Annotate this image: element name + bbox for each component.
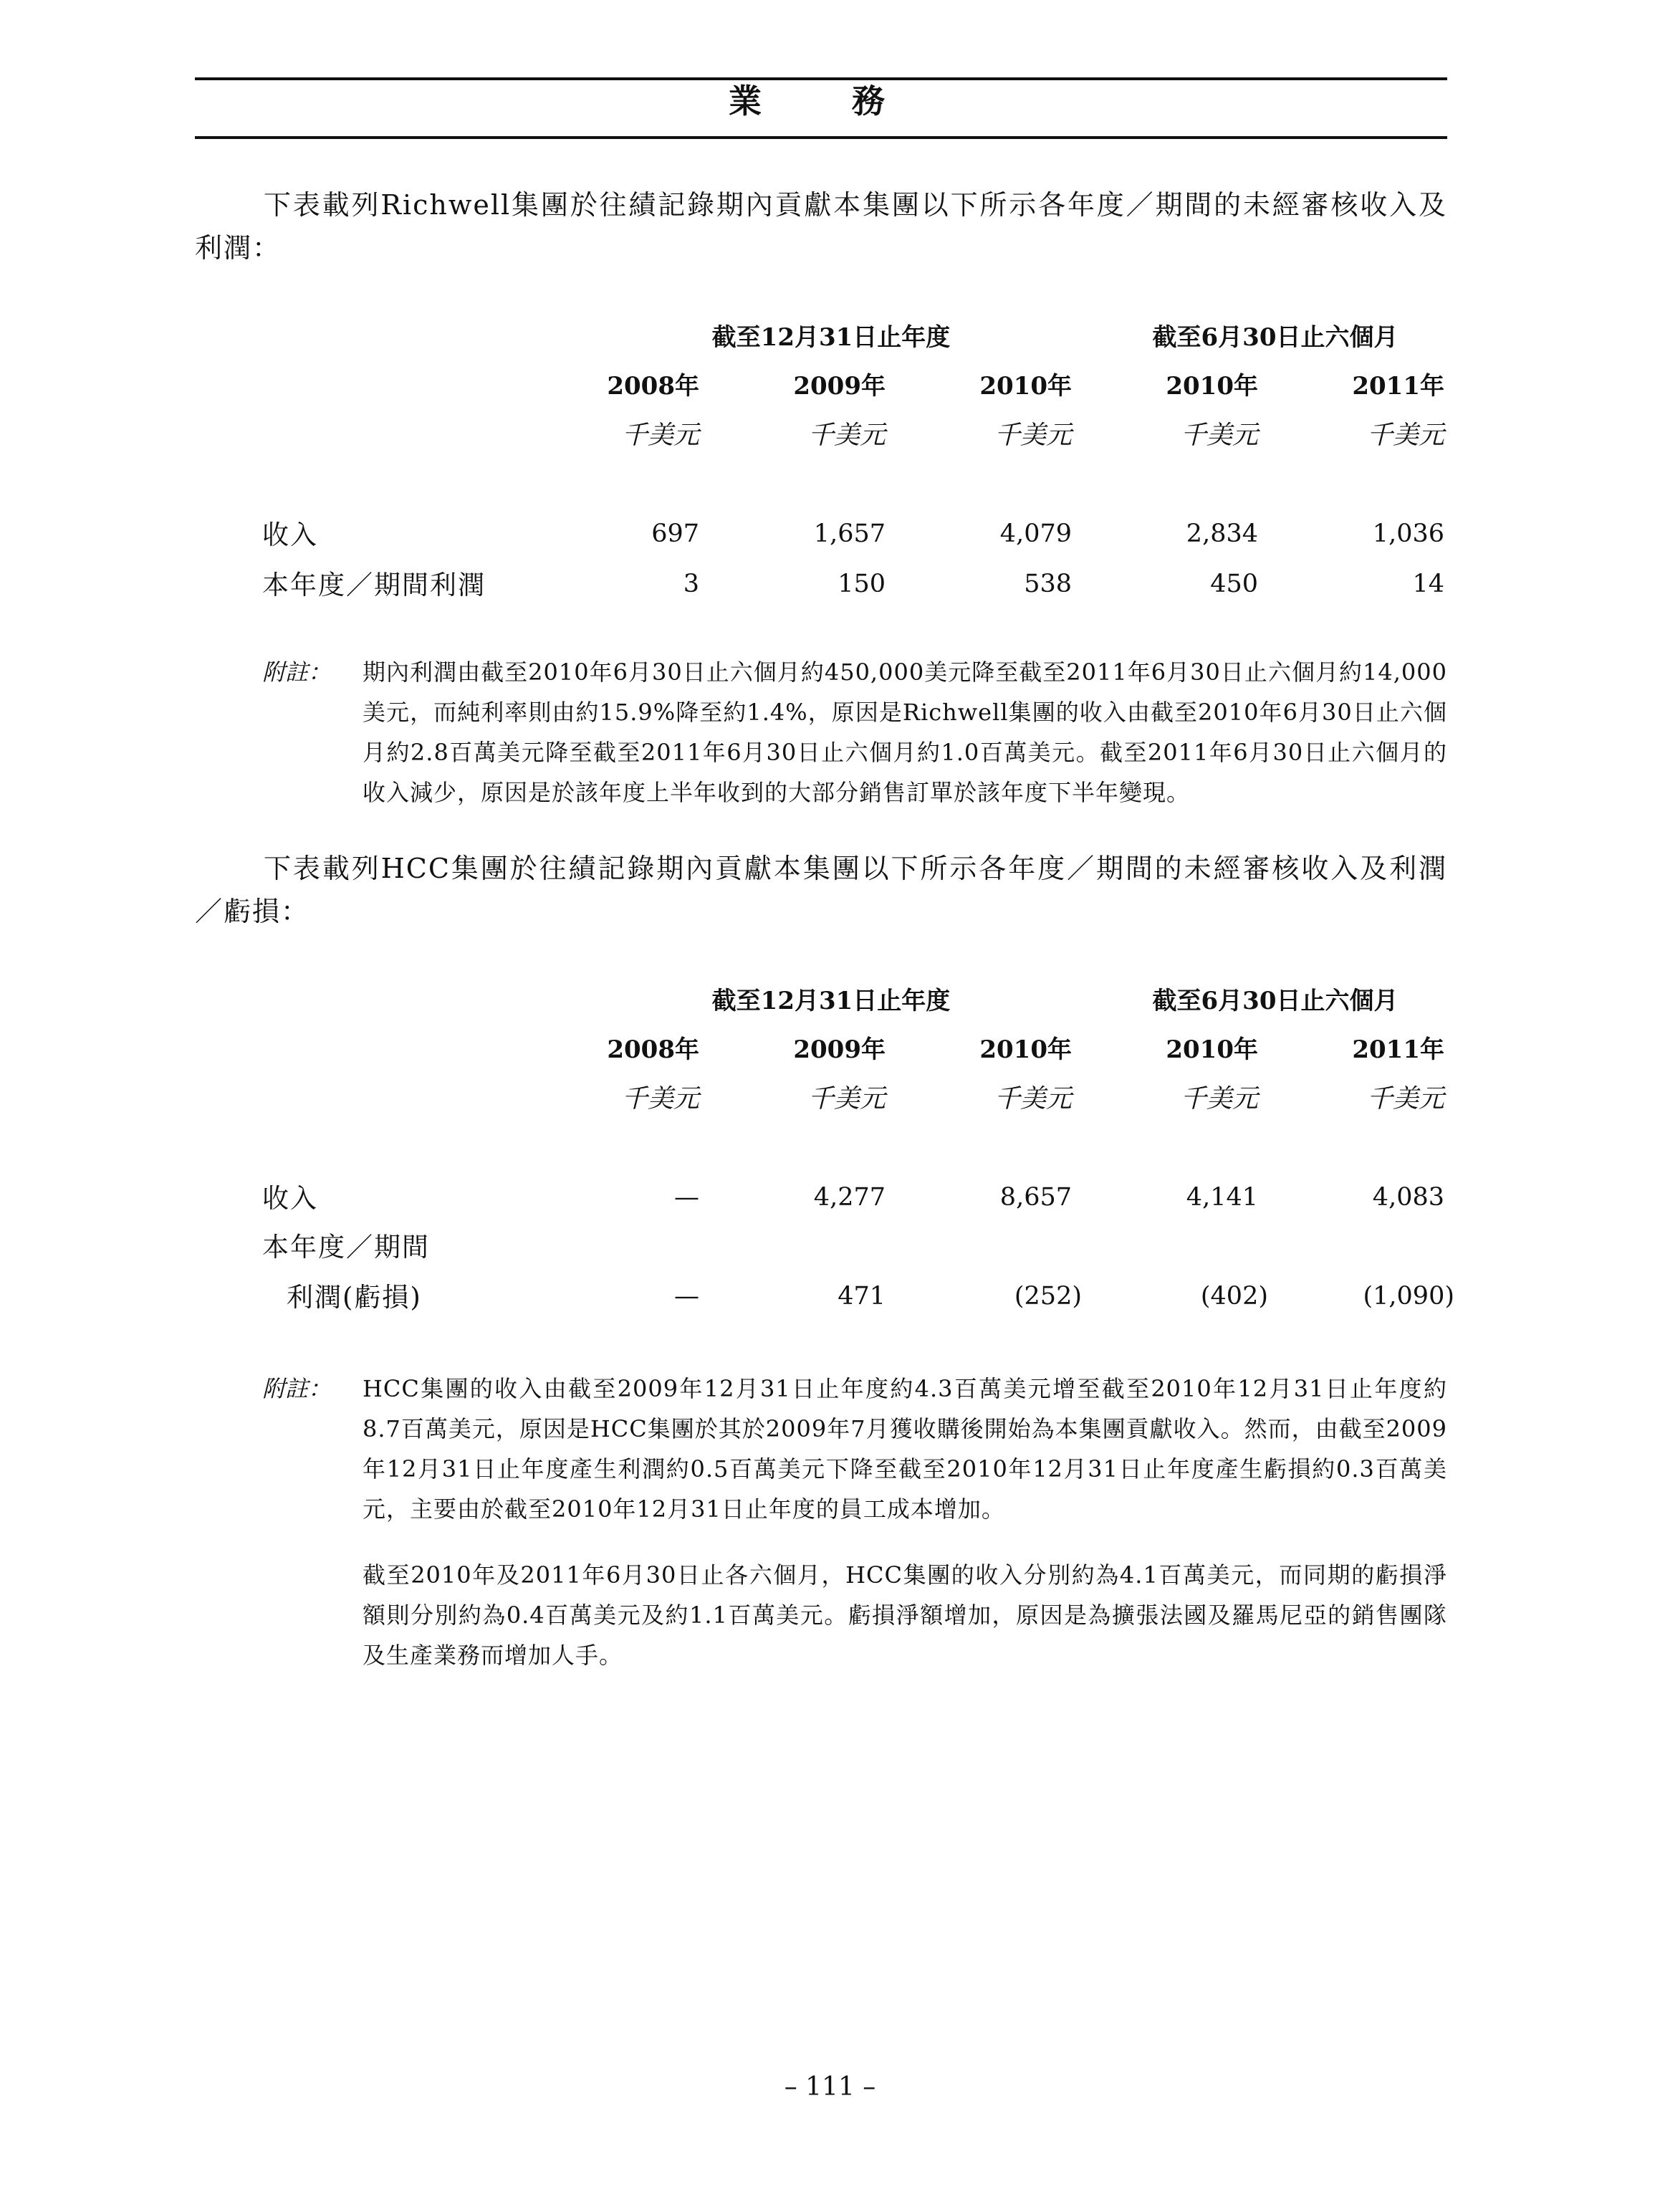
year-header: 2011年 [1352, 1035, 1444, 1064]
year-header: 2010年 [1166, 372, 1258, 401]
year-header: 2008年 [607, 372, 699, 401]
unit-header: 千美元 [1366, 1084, 1444, 1114]
table-cell: — [674, 1183, 699, 1212]
note-label: 附註： [262, 1375, 332, 1402]
note-text-hcc-2: 截至2010年及2011年6月30日止各六個月，HCC集團的收入分別約為4.1百萬美元，而同期的虧損淨額則分別約為0.4百萬美元及約1.1百萬美元。虧損淨額增加，原因是為擴張法國及羅馬尼亞的銷售團隊及生產業務而增加人手。 [363, 1561, 1447, 1669]
row-label-profit: 本年度／期間利潤 [262, 570, 486, 600]
year-header: 2009年 [793, 1035, 886, 1064]
year-header: 2010年 [979, 372, 1072, 401]
intro-paragraph-richwell: 下表載列Richwell集團於往績記錄期內貢獻本集團以下所示各年度／期間的未經審核收入及利潤： [195, 189, 1447, 264]
column-group-full-year: 截至12月31日止年度 [711, 323, 951, 352]
year-header: 2010年 [1166, 1035, 1258, 1064]
table-cell: 3 [683, 570, 699, 598]
row-label-revenue: 收入 [262, 1183, 318, 1214]
row-label-profit-loss: 利潤(虧損) [287, 1282, 422, 1313]
table-cell: 4,079 [999, 520, 1072, 548]
header-bottom-rule [195, 136, 1447, 139]
unit-header: 千美元 [1180, 1084, 1258, 1114]
note-label: 附註： [262, 659, 332, 686]
table-cell: 1,036 [1372, 520, 1444, 548]
unit-header: 千美元 [621, 421, 699, 450]
row-label-period: 本年度／期間 [262, 1232, 430, 1263]
table-cell: 4,141 [1186, 1183, 1258, 1212]
year-header: 2008年 [607, 1035, 699, 1064]
table-cell: 8,657 [999, 1183, 1072, 1212]
page-number: – 111 – [784, 2072, 876, 2102]
note-text-richwell: 期內利潤由截至2010年6月30日止六個月約450,000美元降至截至2011年6月30日止六個月約14,000美元，而純利率則由約15.9%降至約1.4%，原因是Richwell集團的收入由截至2010年6月30日止六個月約2.8百萬美元降至截至2011年6月30日止六個月約1.0百萬美元。截至2011年6月30日止六個月的收入減少，原因是於該年度上半年收到的大部分銷售訂單於該年度下半年變現。 [363, 659, 1447, 806]
unit-header: 千美元 [1366, 421, 1444, 450]
table-cell: — [674, 1282, 699, 1311]
table-cell: (402) [1200, 1282, 1268, 1311]
row-label-revenue: 收入 [262, 520, 318, 550]
unit-header: 千美元 [807, 421, 886, 450]
table-cell: 4,083 [1372, 1183, 1444, 1212]
header-top-rule [195, 77, 1447, 80]
column-group-full-year: 截至12月31日止年度 [711, 987, 951, 1015]
table-cell: 471 [838, 1282, 886, 1311]
table-cell: 150 [838, 570, 886, 598]
table-cell: 2,834 [1186, 520, 1258, 548]
table-cell: 4,277 [813, 1183, 886, 1212]
year-header: 2010年 [979, 1035, 1072, 1064]
page-title: 業 務 [729, 82, 913, 120]
column-group-half-year: 截至6月30日止六個月 [1152, 323, 1398, 352]
intro-paragraph-hcc: 下表載列HCC集團於往績記錄期內貢獻本集團以下所示各年度／期間的未經審核收入及利潤／虧損： [195, 853, 1447, 927]
table-cell: 14 [1412, 570, 1444, 598]
table-cell: (1,090) [1363, 1282, 1454, 1311]
table-cell: 538 [1024, 570, 1072, 598]
table-cell: 697 [651, 520, 699, 548]
column-group-half-year: 截至6月30日止六個月 [1152, 987, 1398, 1015]
unit-header: 千美元 [994, 421, 1072, 450]
unit-header: 千美元 [621, 1084, 699, 1114]
unit-header: 千美元 [1180, 421, 1258, 450]
table-cell: 1,657 [813, 520, 886, 548]
table-cell: 450 [1210, 570, 1258, 598]
year-header: 2009年 [793, 372, 886, 401]
unit-header: 千美元 [807, 1084, 886, 1114]
note-text-hcc-1: HCC集團的收入由截至2009年12月31日止年度約4.3百萬美元增至截至2010年12月31日止年度約8.7百萬美元，原因是HCC集團於其於2009年7月獲收購後開始為本集團貢獻收入。然而，由截至2009年12月31日止年度產生利潤約0.5百萬美元下降至截至2010年12月31日止年度產生虧損約0.3百萬美元，主要由於截至2010年12月31日止年度的員工成本增加。 [363, 1375, 1448, 1523]
table-cell: (252) [1014, 1282, 1082, 1311]
unit-header: 千美元 [994, 1084, 1072, 1114]
year-header: 2011年 [1352, 372, 1444, 401]
